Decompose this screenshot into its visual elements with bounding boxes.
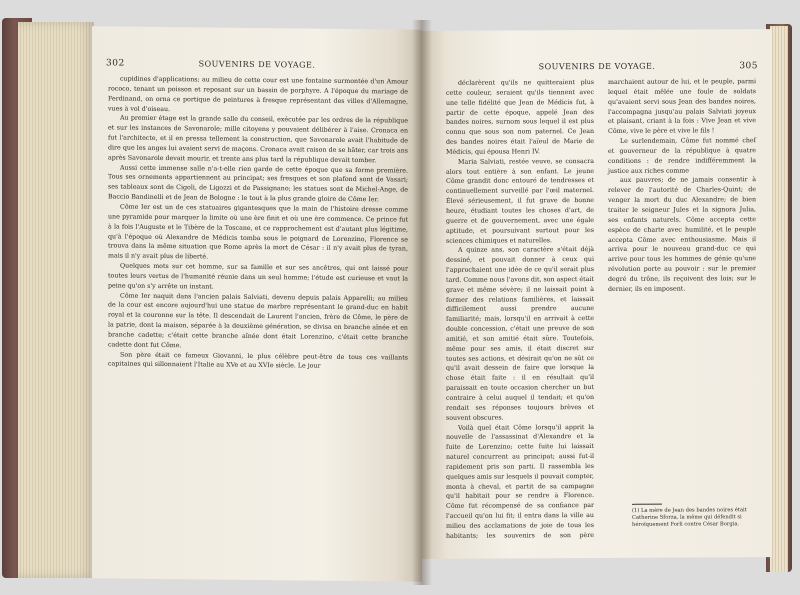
page-edges-right — [770, 26, 788, 572]
paragraph: Quelques mots sur cet homme, sur sa famille et sur ses ancêtres, qui ont laissé pour toutes leurs vertus de l'humanité réunie dans un seul homme; l'étude est curieuse et vaut la peine qu'on s'y arrête un instant. — [108, 262, 408, 291]
paragraph: Son père était ce fameux Giovanni, le plus célèbre peut-être de tous ces vaillants capitaines qui sillonnaient l'Italie au XVe et au XVIe siècle. Le jour — [108, 351, 408, 371]
left-page — [92, 26, 422, 581]
footnote-rule — [632, 504, 662, 505]
left-page-number: 302 — [106, 58, 125, 69]
paragraph: Maria Salviati, restée veuve, se consacra alors tout entière à son enfant. Le jeune Côme grandit donc entouré de tendresses et continuellement surveillé par l'œil maternel. Élevé sérieusement, il fut grave de bonne heure, étudiant toutes les choses d'art, de guerre et de gouvernement, avec une égale aptitude, et poursuivant surtout pour les sciences chimiques et naturelles. — [446, 157, 594, 245]
paragraph: Voilà quel était Côme lorsqu'il apprit la nouvelle de l'assassinat d'Alexandre et la fuite de Lorenzino; cette fuite lui laissait naturel concurrent au principat; aussi fut-il rapidement pris son parti. Il rassembla les quelques amis sur lesquels il pouvait compter, monta à cheval, et partit de sa campagne qu'il habitait pour se rendre à Florence. Côme fut récompensé de sa confiance par l'accueil qu'on lui fit; il entra dans la ville au milieu des acclamations de joie de tous les habitants; les souvenirs de son père marchaient autour de lui, et le peuple, parmi lequel était mêlée une foule de soldats qu'avaient servi sous Jean des bandes noires, l'accompagna jusqu'au palais Salviati joyeux et plaisant, criant à la fois : Vive Jean et vive Côme, vive le père et vive le fils ! — [446, 78, 756, 540]
footnote: (1) La mère de Jean des bandes noires était Catherine Sforza, la même qui défendit si héroïquement Forli contre César Borgia. — [632, 507, 747, 528]
right-page-number: 305 — [739, 61, 758, 72]
paragraph: Au premier étage est la grande salle du conseil, exécutée par les ordres de la république et sur les instances de Savonarole; mille citoyens y pouvaient délibérer à l'aise. Cronaca en fut l'architecte, et il en pressa tellement la construction, que Savonarole avait l'habitude de dire que les anges lui avaient servi de maçons. Cronaca avait raison de se hâter, car trois ans après Savonarole devait mourir, et trente ans plus tard la république devait tomber. — [108, 114, 408, 164]
paragraph: cupidines d'applications; au milieu de cette cour est une fontaine surmontée d'un Amour rococo, tenant un poisson et reposant sur un bassin de porphyre. A l'époque du mariage de Ferdinand, on orna ce portique de peintures à fresque représentant des villes d'Allemagne, vues à vol d'oiseau. — [108, 75, 408, 113]
right-page-body — [446, 77, 756, 547]
right-page-header — [422, 61, 772, 77]
paragraph: Le surlendemain, Côme fut nommé chef et gouverneur de la république à quatre conditions : de rendre indifféremment la justice aux riches comme — [608, 137, 756, 175]
paragraph: Aussi cette immense salle n'a-t-elle rien garde de cette époque que sa forme première. Tous ses ornements appartiennent au principat; ses fresques et son plafond sont de Vasari; ses tableaux sont de Cigoli, de Ligozzi et de Passignano; les statues sont de Michel-Ange, de Baccio Bandinelli et de Jean de Bologne : le tout à la plus grande gloire de Côme Ier. — [108, 164, 408, 204]
page-edges-left — [18, 22, 94, 578]
paragraph: aux pauvres; de ne jamais consentir à relever de l'autorité de Charles-Quint; de venger la mort du duc Alexandre; de bien traiter le seigneur Jules et la signora Julia, ses enfants naturels. Côme accepta cette espèce de charte avec humilité, et le peuple accepta Côme avec enthousiasme. Mais il arriva pour le nouveau grand-duc ce qui arrive pour tous les hommes de génie qu'une révolution porte au pouvoir : sur le premier degré du trône, ils reçoivent des lois; sur le dernier, ils en imposent. — [608, 176, 756, 293]
left-running-title: SOUVENIRS DE VOYAGE. — [198, 59, 316, 70]
paragraph: Côme Ier est un de ces statuaires gigantesques que la main de l'histoire dresse comme une pyramide pour marquer la limite où une ère finit et où une ère commence. Ce prince fut à la fois l'Auguste et le Tibère de la Toscane, et ce rapprochement est d'autant plus légitime, qu'à l'époque où Alexandre de Médicis tomba sous le poignard de Lorenzino, Florence se trouva dans la même situation que Rome après la mort de César : il n'y avait plus de tyran, mais il n'y avait plus de liberté. — [108, 203, 408, 261]
right-page — [422, 29, 772, 559]
paragraph: A quinze ans, son caractère s'était déjà dessiné, et pouvait donner à ceux qui l'approchaient une idée de ce qu'il serait plus tard. Comme nous l'avons dit, son aspect était grave et même sévère; il ne laissait point à former des relations familières, et laissait difficilement aussi prendre aucune familiarité; mais, lorsqu'il en arrivait à cette double concession, c'était une preuve de son amitié, et son amitié était sûre. Toutefois, même pour ses amis, il était discret sur toutes ses actions, et désirait qu'on ne sût ce qu'il avait dessein de faire que lorsque la chose était faite : il en résultait qu'il paraissait en toute occasion chercher un but contraire à celui auquel il tendait; et qu'on rendait ses réponses toujours brèves et souvent obscures. — [446, 246, 594, 422]
left-page-body — [108, 74, 408, 573]
book-gutter — [412, 20, 432, 585]
left-page-header — [92, 58, 422, 75]
paragraph: Côme Ier naquit dans l'ancien palais Salviati, devenu depuis palais Apparelli; au milieu de la cour est encore aujourd'hui une statue de marbre représentant le grand-duc en habit royal et la couronne sur la tête. Il descendait de Laurent l'ancien, frère de Côme, le père de la patrie, dont la maison, séparée à la deuxième génération, se divisa en branche aînée et en branche cadette; c'était cette branche aînée dont était Lorenzino, c'était cette branche cadette dont fut Côme. — [108, 292, 408, 349]
right-running-title: SOUVENIRS DE VOYAGE. — [538, 61, 656, 72]
paragraph: déclarèrent qu'ils ne quitteraient plus cette couleur, seraient qu'ils tiennent avec une telle fidélité que Jean de Médicis fut, à partir de cette époque, appelé Jean des bandes noires, surnom sous lequel il est plus connu que sous son nom paternel. Ce Jean des bandes noires était l'aïeul de Marie de Médicis, qui épousa Henri IV. — [446, 79, 594, 156]
